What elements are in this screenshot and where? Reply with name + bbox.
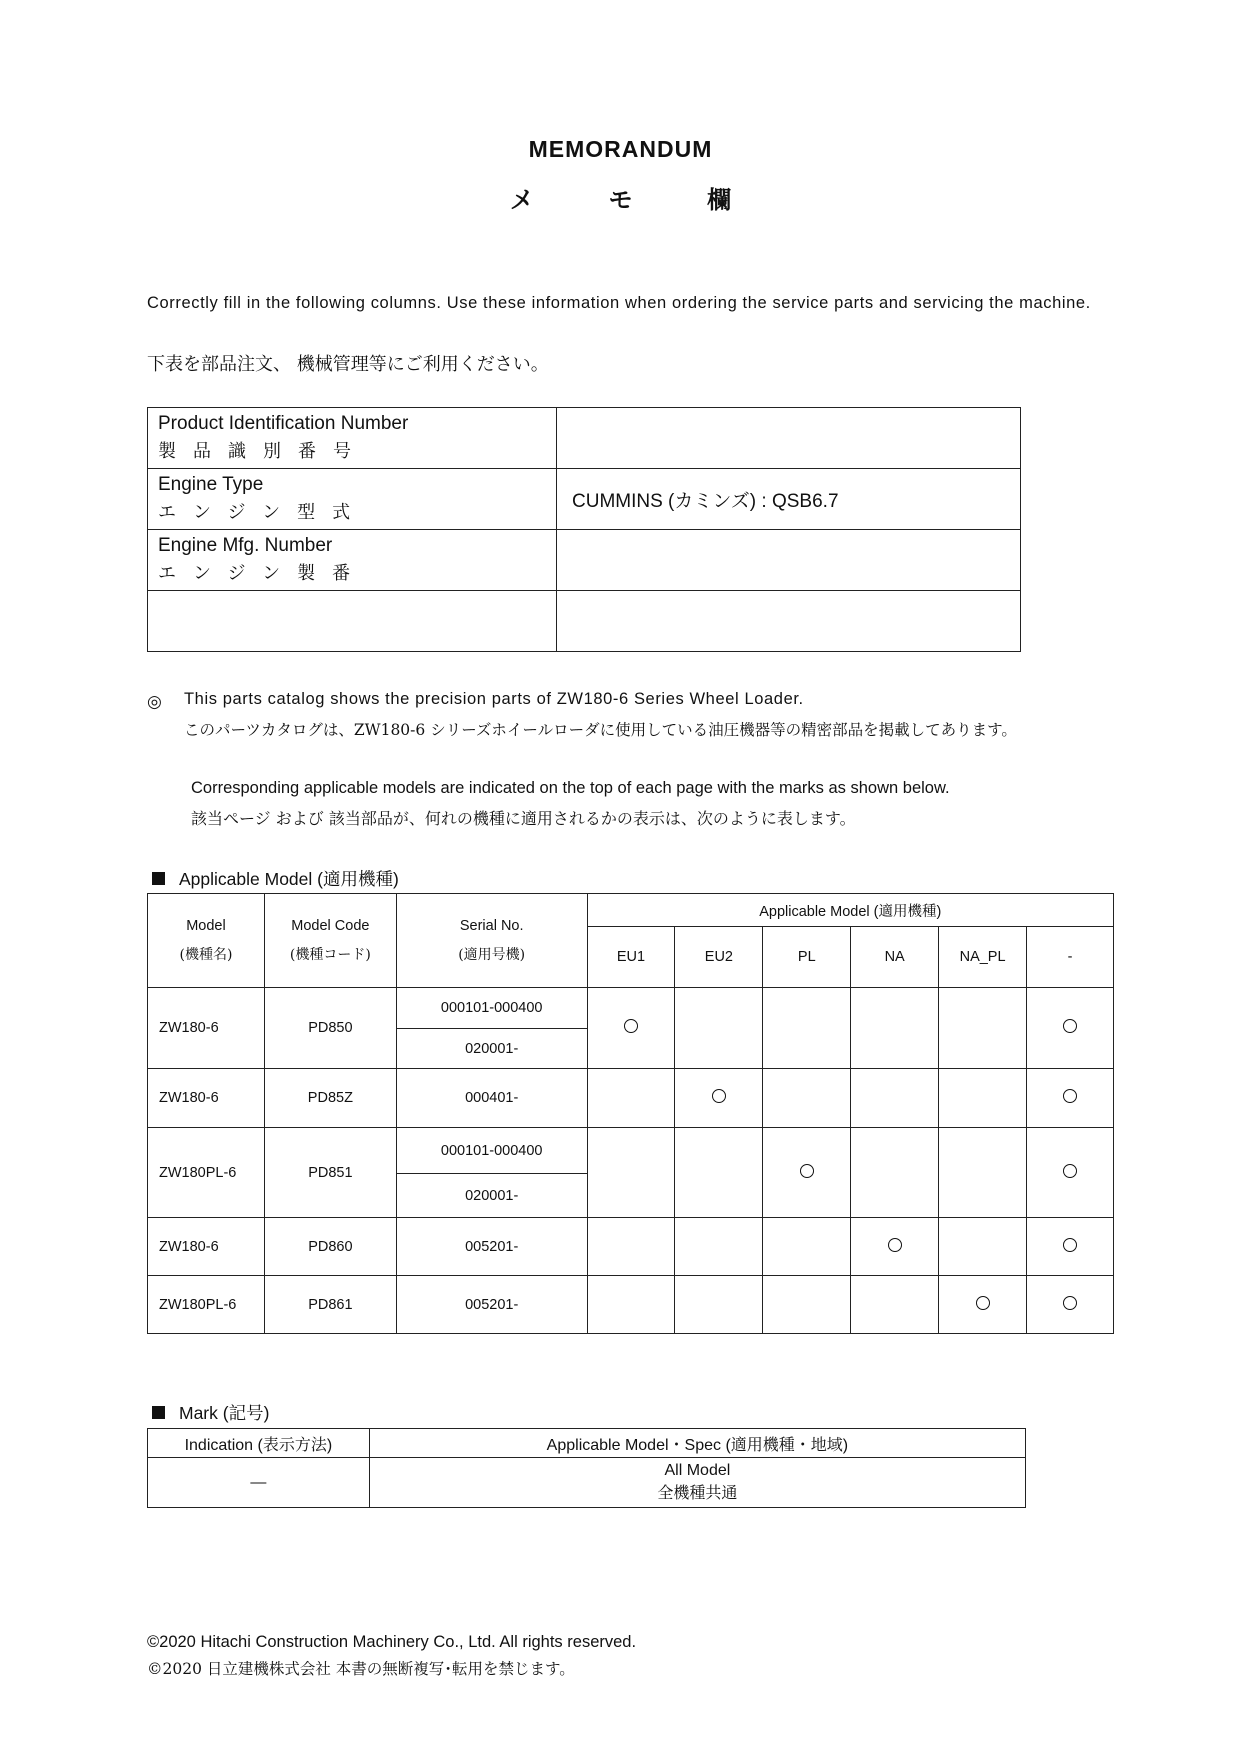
note-text-en: This parts catalog shows the precision parts of ZW180-6 Series Wheel Loader. — [184, 690, 804, 708]
mark-cell — [851, 1128, 939, 1218]
mark-cell — [587, 988, 675, 1069]
circle-mark-icon — [1063, 1296, 1077, 1310]
model-cell: ZW180-6 — [148, 1218, 265, 1276]
serial-cell: 020001- — [396, 1174, 587, 1218]
model-code-cell: PD860 — [264, 1218, 396, 1276]
mark-cell — [763, 1218, 851, 1276]
mark-cell — [1027, 1276, 1114, 1334]
header-applicable-spec: Applicable Model・Spec (適用機種・地域) — [369, 1429, 1025, 1458]
header-region-pl: PL — [763, 927, 851, 988]
mark-description — [369, 1458, 1025, 1508]
mark-cell — [763, 1276, 851, 1334]
circle-mark-icon — [1063, 1089, 1077, 1103]
mark-cell — [675, 1069, 763, 1128]
engine-type-value: CUMMINS (カミンズ) : QSB6.7 — [557, 469, 1021, 530]
mark-heading — [152, 1400, 269, 1425]
table-row — [148, 469, 1021, 530]
memo-label-cell — [148, 469, 557, 530]
note-text-jp: このパーツカタログは、ZW180-6 シリーズホイールローダに使用している油圧機器等の精密部品を掲載してあります。 — [184, 721, 1017, 739]
table-row — [148, 591, 1021, 652]
model-cell: ZW180-6 — [148, 1069, 265, 1128]
memo-label-jp: エンジン製番 — [158, 563, 368, 584]
memo-label-en: Product Identification Number — [158, 413, 409, 434]
circle-mark-icon — [712, 1089, 726, 1103]
square-bullet-icon — [152, 872, 165, 885]
mark-cell — [763, 1128, 851, 1218]
mark-cell — [851, 1069, 939, 1128]
serial-cell: 005201- — [396, 1276, 587, 1334]
mark-cell — [939, 1218, 1027, 1276]
header-indication: Indication (表示方法) — [148, 1429, 370, 1458]
header-region-all: - — [1027, 927, 1114, 988]
table-row — [148, 1128, 1114, 1174]
circle-mark-icon — [1063, 1164, 1077, 1178]
circle-mark-icon — [1063, 1238, 1077, 1252]
product-id-field[interactable] — [557, 408, 1021, 469]
header-code-jp: (機種コード) — [289, 946, 371, 963]
mark-cell — [1027, 1128, 1114, 1218]
memo-label-cell — [148, 530, 557, 591]
memo-label-en: Engine Mfg. Number — [158, 535, 333, 556]
model-code-cell: PD85Z — [264, 1069, 396, 1128]
model-code-cell: PD851 — [264, 1128, 396, 1218]
copyright-en: ©2020 Hitachi Construction Machinery Co., Ltd. All rights reserved. — [147, 1633, 637, 1651]
header-applicable-model: Applicable Model (適用機種) — [587, 894, 1113, 927]
title-jp-char: 欄 — [707, 187, 732, 214]
serial-cell: 005201- — [396, 1218, 587, 1276]
header-serial — [396, 894, 587, 988]
mark-cell — [675, 988, 763, 1069]
header-serial-jp: (適用号機) — [458, 946, 526, 963]
mark-description-en: All Model — [664, 1462, 731, 1479]
mark-description-jp: 全機種共通 — [657, 1483, 738, 1502]
mark-cell — [1027, 1069, 1114, 1128]
mark-cell — [851, 1218, 939, 1276]
copyright-jp: ©2020 日立建機株式会社 本書の無断複写･転用を禁じます。 — [147, 1660, 575, 1678]
circle-mark-icon — [624, 1019, 638, 1033]
serial-cell: 020001- — [396, 1029, 587, 1069]
title-jp-char: メ — [509, 187, 534, 214]
table-row — [148, 1458, 1026, 1508]
circle-mark-icon — [888, 1238, 902, 1252]
table-row — [148, 1069, 1114, 1128]
circle-mark-icon — [976, 1296, 990, 1310]
title-jp-char: モ — [608, 187, 633, 214]
serial-cell: 000101-000400 — [396, 988, 587, 1029]
mark-cell — [939, 1276, 1027, 1334]
memo-label-en: Engine Type — [158, 474, 264, 495]
mark-cell — [851, 988, 939, 1069]
mark-cell — [1027, 988, 1114, 1069]
mark-dash: — — [148, 1458, 370, 1508]
mark-cell — [939, 1069, 1027, 1128]
engine-mfg-number-field[interactable] — [557, 530, 1021, 591]
table-header-row — [148, 1429, 1026, 1458]
memo-table — [147, 407, 1021, 652]
table-row — [148, 408, 1021, 469]
mark-cell — [675, 1128, 763, 1218]
header-model-jp: (機種名) — [179, 946, 233, 963]
memo-label-cell — [148, 408, 557, 469]
applicable-model-heading — [152, 866, 399, 891]
serial-cell: 000401- — [396, 1069, 587, 1128]
table-header-row — [148, 894, 1114, 927]
header-model-en: Model — [186, 917, 226, 934]
mark-cell — [939, 988, 1027, 1069]
table-row — [148, 988, 1114, 1029]
corresponding-text-jp: 該当ページ および 該当部品が、何れの機種に適用されるかの表示は、次のように表します。 — [191, 809, 856, 828]
model-code-cell: PD850 — [264, 988, 396, 1069]
table-row — [148, 1218, 1114, 1276]
applicable-model-table — [147, 893, 1114, 1334]
mark-cell — [587, 1069, 675, 1128]
mark-cell — [675, 1218, 763, 1276]
corresponding-text-en: Corresponding applicable models are indicated on the top of each page with the marks as shown below. — [191, 779, 950, 797]
square-bullet-icon — [152, 1406, 165, 1419]
header-model-code — [264, 894, 396, 988]
applicable-heading-text: Applicable Model (適用機種) — [179, 869, 399, 889]
model-cell: ZW180PL-6 — [148, 1128, 265, 1218]
intro-text-en: Correctly fill in the following columns. Use these information when ordering the service parts and servicing the machine. — [147, 294, 1091, 312]
blank-memo-field[interactable] — [557, 591, 1021, 652]
double-circle-icon: ◎ — [147, 692, 162, 711]
circle-mark-icon — [800, 1164, 814, 1178]
header-region-na-pl: NA_PL — [939, 927, 1027, 988]
circle-mark-icon — [1063, 1019, 1077, 1033]
mark-cell — [675, 1276, 763, 1334]
mark-cell — [1027, 1218, 1114, 1276]
header-region-na: NA — [851, 927, 939, 988]
intro-text-jp: 下表を部品注文、 機械管理等にご利用ください。 — [147, 354, 549, 375]
header-region-eu2: EU2 — [675, 927, 763, 988]
header-serial-en: Serial No. — [459, 917, 524, 934]
memo-label-jp: エンジン型式 — [158, 502, 368, 523]
mark-cell — [939, 1128, 1027, 1218]
table-row — [148, 530, 1021, 591]
serial-cell: 000101-000400 — [396, 1128, 587, 1174]
header-region-eu1: EU1 — [587, 927, 675, 988]
mark-cell — [587, 1128, 675, 1218]
table-row — [148, 1276, 1114, 1334]
mark-cell — [587, 1218, 675, 1276]
page-title: MEMORANDUM — [528, 136, 713, 162]
memo-label-cell[interactable] — [148, 591, 557, 652]
mark-cell — [851, 1276, 939, 1334]
header-code-en: Model Code — [291, 917, 370, 934]
mark-heading-text: Mark (記号) — [179, 1403, 270, 1423]
mark-cell — [763, 1069, 851, 1128]
mark-cell — [587, 1276, 675, 1334]
model-cell: ZW180PL-6 — [148, 1276, 265, 1334]
header-model — [148, 894, 265, 988]
mark-cell — [763, 988, 851, 1069]
memo-label-jp: 製品識別番号 — [158, 441, 368, 462]
page-title-jp — [0, 180, 1241, 215]
model-cell: ZW180-6 — [148, 988, 265, 1069]
mark-table — [147, 1428, 1026, 1508]
model-code-cell: PD861 — [264, 1276, 396, 1334]
